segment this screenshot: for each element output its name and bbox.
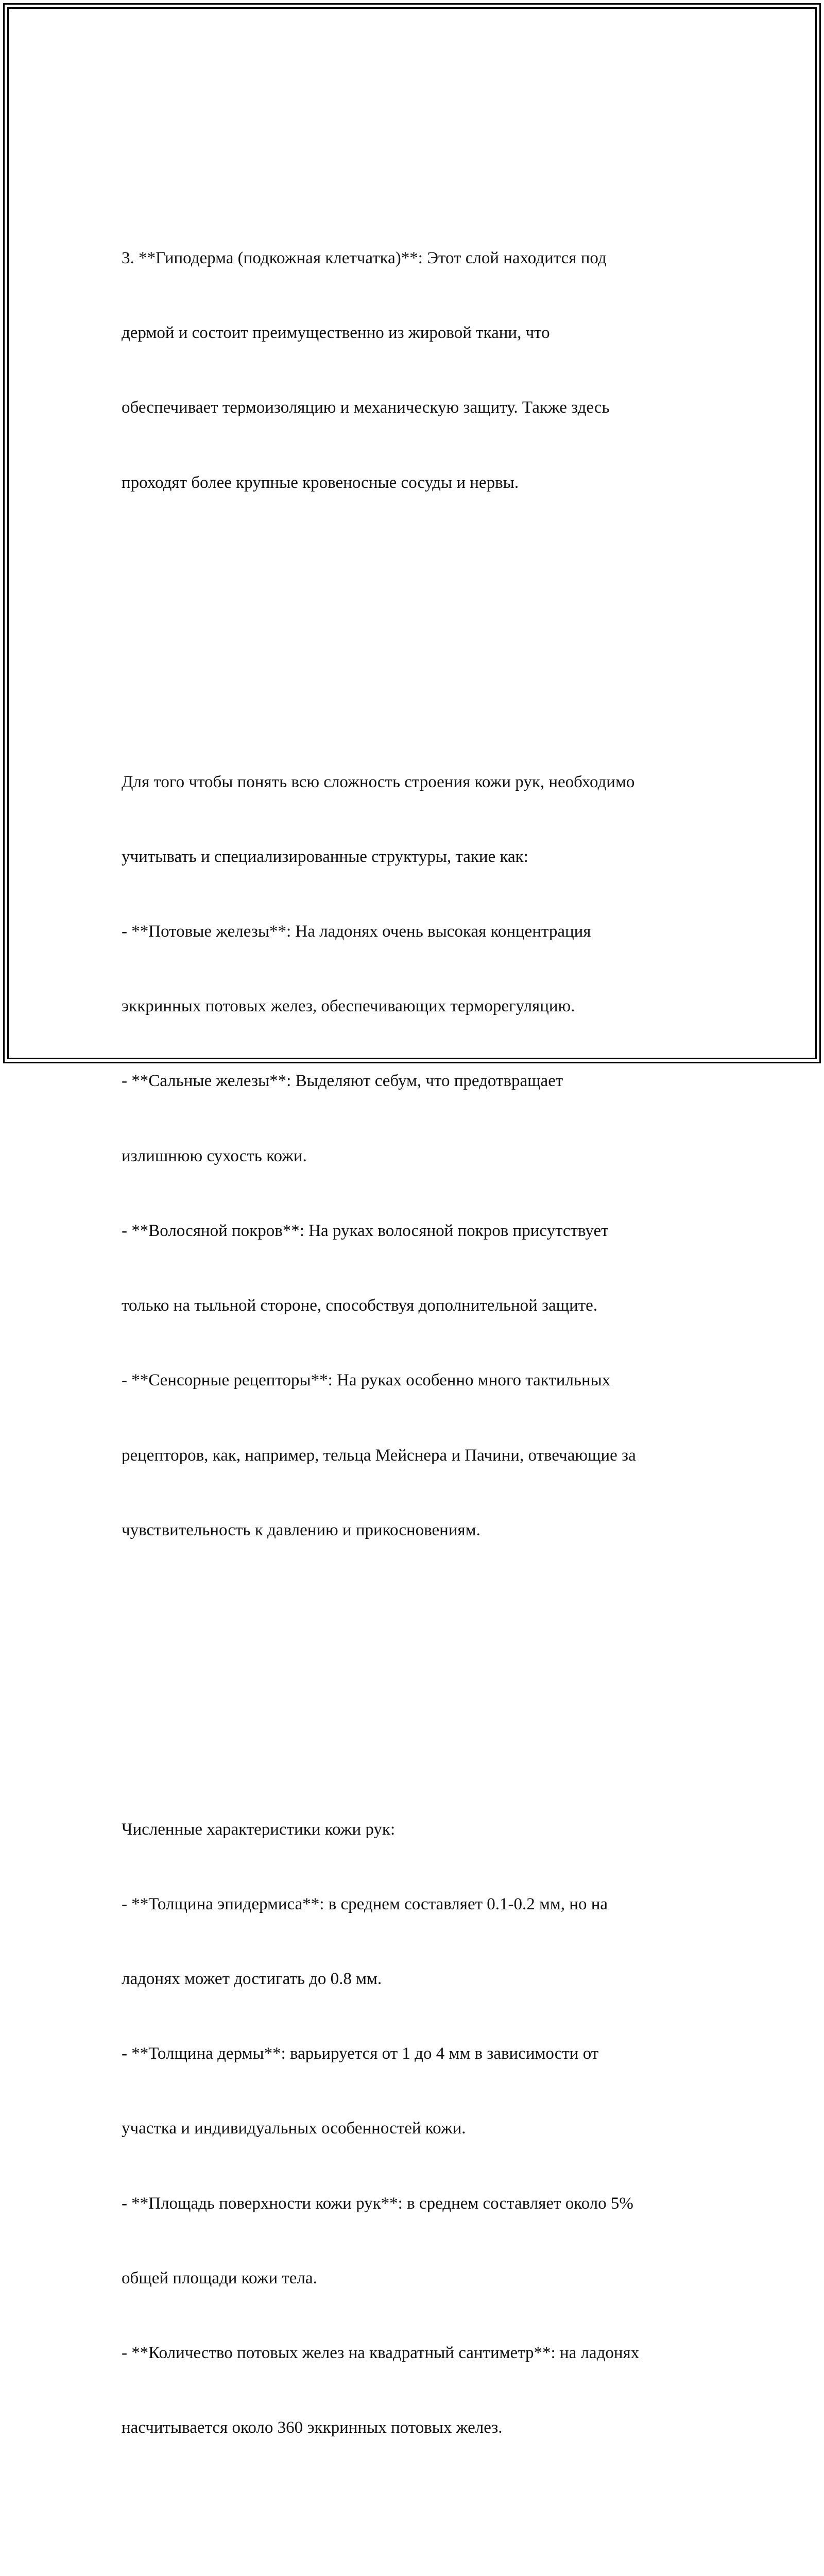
section-heading-line: Численные характеристики кожи рук:: [122, 1820, 396, 1839]
text-line: излишнюю сухость кожи.: [122, 1146, 307, 1165]
text-line: общей площади кожи тела.: [122, 2268, 317, 2287]
text-line: только на тыльной стороне, способствуя дополнительной защите.: [122, 1296, 598, 1315]
paragraph-hypodermis: [122, 196, 729, 545]
list-item-dermis-thickness: - **Толщина дермы**: варьируется от 1 до 4 мм в зависимости от: [122, 2044, 599, 2063]
text-line: эккринных потовых желез, обеспечивающих терморегуляцию.: [122, 997, 575, 1016]
text-line: дермой и состоит преимущественно из жировой ткани, что: [122, 324, 550, 343]
document-body: [122, 121, 729, 2576]
paragraph-specialized-structures: [122, 720, 729, 1592]
paragraph-numeric-characteristics: [122, 1767, 729, 2490]
text-line: Для того чтобы понять всю сложность строения кожи рук, необходимо: [122, 772, 635, 791]
text-line: рецепторов, как, например, тельца Мейснера и Пачини, отвечающие за: [122, 1446, 636, 1465]
list-item-sensory-receptors: - **Сенсорные рецепторы**: На руках особенно много тактильных: [122, 1371, 611, 1390]
paragraph-spacer: [122, 620, 729, 645]
list-item-sweat-glands: - **Потовые железы**: На ладонях очень высокая концентрация: [122, 922, 591, 941]
paragraph-spacer: [122, 2565, 729, 2576]
text-line: участка и индивидуальных особенностей кожи.: [122, 2119, 466, 2138]
list-item-epidermis-thickness: - **Толщина эпидермиса**: в среднем составляет 0.1-0.2 мм, но на: [122, 1894, 608, 1913]
text-line: проходят более крупные кровеносные сосуды и нервы.: [122, 473, 519, 492]
list-item-hair-cover: - **Волосяной покров**: На руках волосяной покров присутствует: [122, 1221, 609, 1240]
list-item-surface-area: - **Площадь поверхности кожи рук**: в среднем составляет около 5%: [122, 2194, 633, 2213]
text-line: ладонях может достигать до 0.8 мм.: [122, 1970, 382, 1989]
list-item-sebaceous-glands: - **Сальные железы**: Выделяют себум, что предотвращает: [122, 1072, 563, 1091]
paragraph-spacer: [122, 1667, 729, 1692]
text-line: 3. **Гиподерма (подкожная клетчатка)**: Этот слой находится под: [122, 249, 607, 268]
text-line: насчитывается около 360 эккринных потовых желез.: [122, 2418, 503, 2437]
text-line: чувствительность к давлению и прикосновениям.: [122, 1520, 480, 1539]
list-item-sweat-gland-count: - **Количество потовых желез на квадратный сантиметр**: на ладонях: [122, 2344, 640, 2363]
text-line: учитывать и специализированные структуры, такие как:: [122, 847, 528, 866]
text-line: обеспечивает термоизоляцию и механическую защиту. Также здесь: [122, 398, 610, 417]
